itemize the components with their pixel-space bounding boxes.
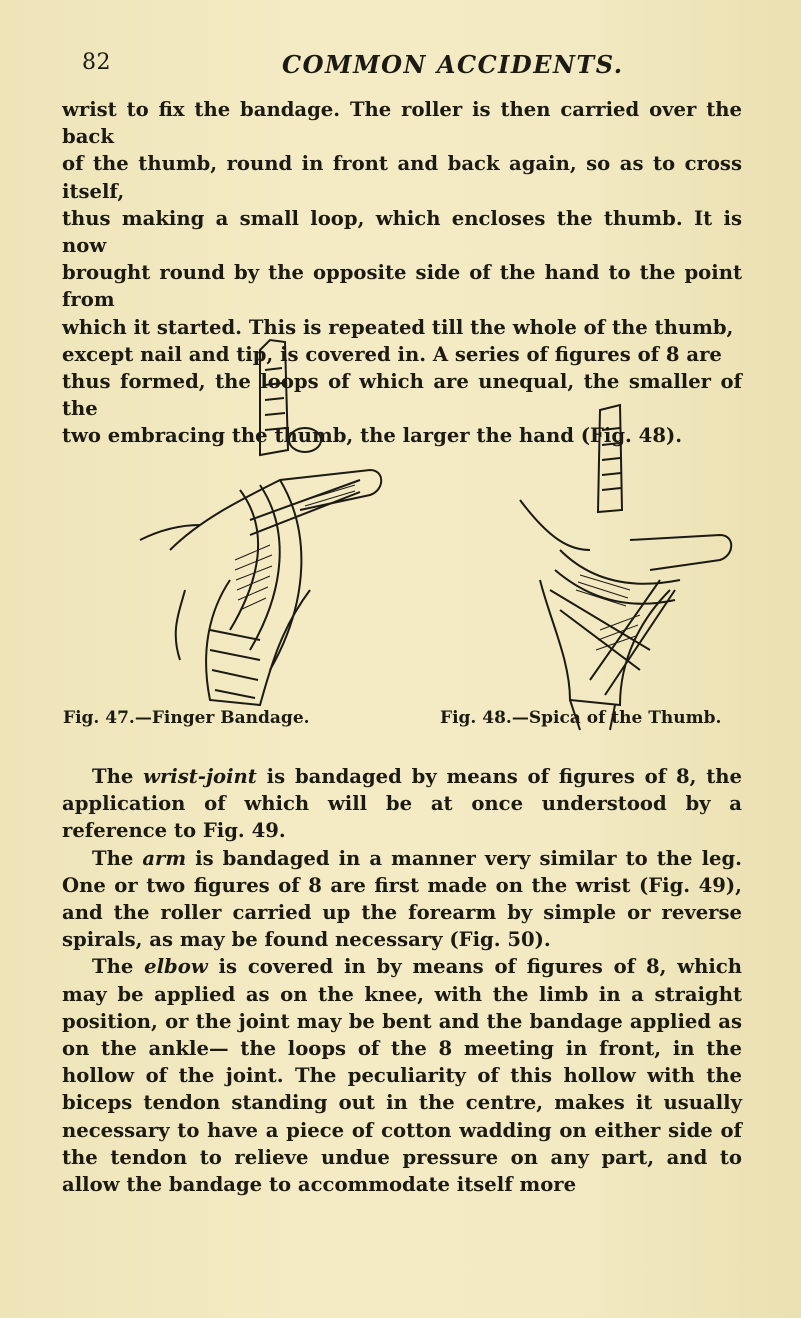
paragraph-wrist-joint (62, 763, 742, 845)
figure-48-caption: Fig. 48.—Spica of the Thumb. (440, 708, 722, 728)
text-line: brought round by the opposite side of the hand to the point from (62, 261, 742, 312)
text-run: The (92, 955, 145, 979)
text-line: wrist to fix the bandage. The roller is then carried over the back (62, 98, 742, 149)
emphasis-arm: arm (142, 846, 187, 870)
figure-47-caption: Fig. 47.—Finger Bandage. (63, 708, 310, 728)
thumb-spica-illustration (480, 400, 750, 740)
text-run: is bandaged by means of figures of 8, the application of which will be at once understood by a reference to Fig. 49. (62, 765, 742, 843)
finger-bandage-illustration (110, 330, 410, 730)
text-run: is bandaged in a manner very similar to the leg. One or two figures of 8 are first made on the wrist (Fig. 49), and the roller carried up the forearm by simple or reverse spirals, as may be found necessary (Fig. 50). (62, 846, 742, 952)
text-line: which it started. This is repeated till the whole of the thumb, (62, 315, 734, 339)
running-title: COMMON ACCIDENTS. (282, 50, 624, 79)
text-run: is covered in by means of figures of 8, which may be applied as on the knee, with the limb in a straight position, or the joint may be bent and the bandage applied as on the ankle— the loops of the 8 meeting in front, in the hollow of the joint. The peculiarity of this hollow with the biceps tendon standing out in the centre, makes it usually necessary to have a piece of cotton wadding on either side of the tendon to relieve undue pressure on any part, and to allow the bandage to accommodate itself more (62, 955, 742, 1197)
text-line: thus formed, the loops of which are unequal, the smaller of the (62, 370, 742, 421)
paragraph-arm (62, 845, 742, 954)
text-line: except nail and tip, is covered in. A series of figures of 8 are (62, 342, 722, 366)
text-run: The (92, 846, 143, 870)
emphasis-wrist-joint: wrist-joint (143, 765, 257, 788)
body-paragraphs-lower (62, 763, 742, 1198)
page-number: 82 (82, 50, 111, 75)
text-line: thus making a small loop, which encloses the thumb. It is now (62, 206, 742, 258)
emphasis-elbow: elbow (144, 955, 208, 979)
paragraph-elbow (62, 953, 742, 1198)
figures-area (60, 330, 760, 750)
text-run: The (92, 765, 144, 788)
page-header (82, 50, 722, 86)
text-line: two embracing the thumb, the larger the hand (Fig. 48). (62, 424, 683, 448)
text-line: of the thumb, round in front and back again, so as to cross itself, (62, 152, 742, 203)
